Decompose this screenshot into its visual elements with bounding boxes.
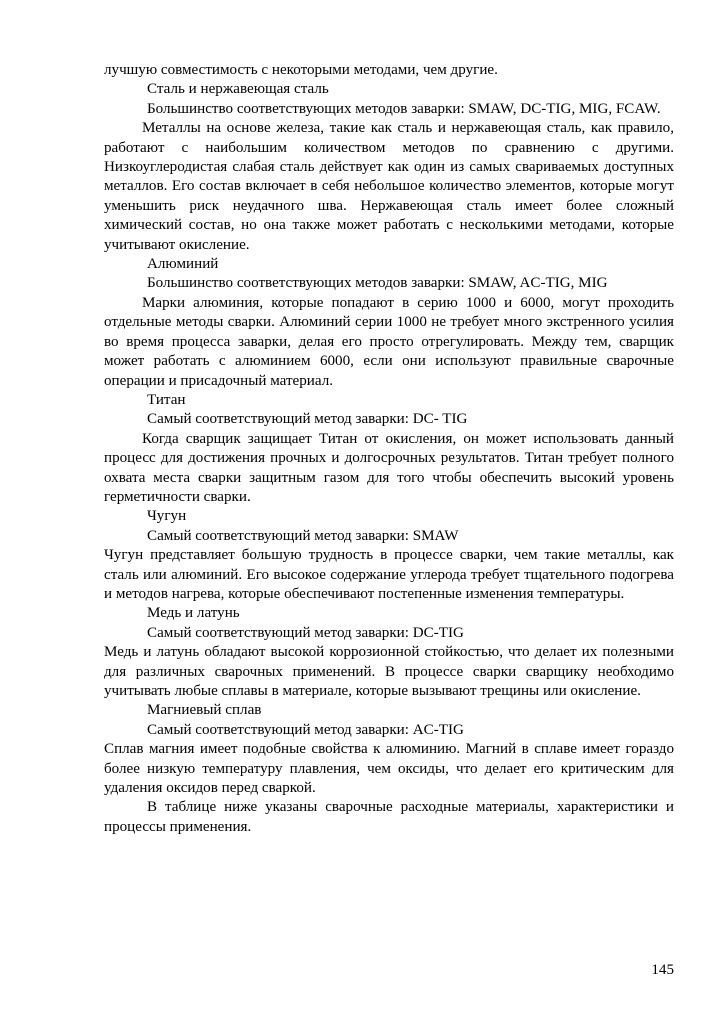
paragraph-magnesium: Сплав магния имеет подобные свойства к алюминию. Магний в сплаве имеет гораздо более низкую температуру плавления, чем оксиды, что делает его критическим для удаления оксидов перед сваркой. <box>104 741 674 797</box>
methods-line-steel: Большинство соответствующих методов заварки: SMAW, DC-TIG, MIG, FCAW. <box>147 100 661 117</box>
paragraph-steel: Металлы на основе железа, такие как сталь и нержавеющая сталь, как правило, работают с наибольшим количеством методов по сравнению с другими. Низкоуглеродистая слабая сталь действует как один из самых свариваемых доступных металлов. Его состав включает в себя небольшое количество элементов, которые могут уменьшить риск неудачного шва. Нержавеющая сталь имеет более сложный химический состав, но она также может работать с несколькими методами, которые учитывают окисление. <box>104 120 674 253</box>
methods-line-titanium: Самый соответствующий метод заварки: DC- TIG <box>147 411 468 428</box>
section-heading-copper-brass: Медь и латунь <box>147 605 240 622</box>
paragraph-table-intro: В таблице ниже указаны сварочные расходные материалы, характеристики и процессы применения. <box>104 799 674 835</box>
section-heading-aluminum: Алюминий <box>147 256 219 273</box>
paragraph-cast-iron: Чугун представляет большую трудность в процессе сварки, чем такие металлы, как сталь или алюминий. Его высокое содержание углерода требует тщательного подогрева и методов нагрева, которые обеспечивают постепенные изменения температуры. <box>104 547 674 602</box>
methods-line-aluminum: Большинство соответствующих методов заварки: SMAW, AC-TIG, MIG <box>147 275 608 292</box>
body-text <box>104 61 674 837</box>
section-heading-steel: Сталь и нержавеющая сталь <box>147 81 329 98</box>
section-heading-titanium: Титан <box>147 391 186 408</box>
paragraph-continuation: лучшую совместимость с некоторыми методами, чем другие. <box>104 62 498 78</box>
section-heading-magnesium: Магниевый сплав <box>147 702 262 719</box>
methods-line-magnesium: Самый соответствующий метод заварки: AC-TIG <box>147 721 464 738</box>
methods-line-cast-iron: Самый соответствующий метод заварки: SMAW <box>147 527 459 544</box>
paragraph-copper-brass: Медь и латунь обладают высокой коррозионной стойкостью, что делает их полезными для различных сварочных применений. В процессе сварки сварщику необходимо учитывать любые сплавы в материале, которые вызывают трещины или окисление. <box>104 644 674 699</box>
section-heading-cast-iron: Чугун <box>147 508 187 525</box>
paragraph-aluminum: Марки алюминия, которые попадают в серию 1000 и 6000, могут проходить отдельные методы сварки. Алюминий серии 1000 не требует много экстренного усилия во время процесса заварки, делая его просто отрегулировать. Между тем, сварщик может работать с алюминием 6000, если они используют правильные сварочные операции и присадочный материал. <box>104 294 674 389</box>
methods-line-copper-brass: Самый соответствующий метод заварки: DC-TIG <box>147 624 464 641</box>
page-number: 145 <box>651 962 674 978</box>
paragraph-titanium: Когда сварщик защищает Титан от окисления, он может использовать данный процесс для достижения прочных и долгосрочных результатов. Титан требует полного охвата места сварки защитным газом для того чтобы обеспечить высокий уровень герметичности сварки. <box>104 430 674 505</box>
